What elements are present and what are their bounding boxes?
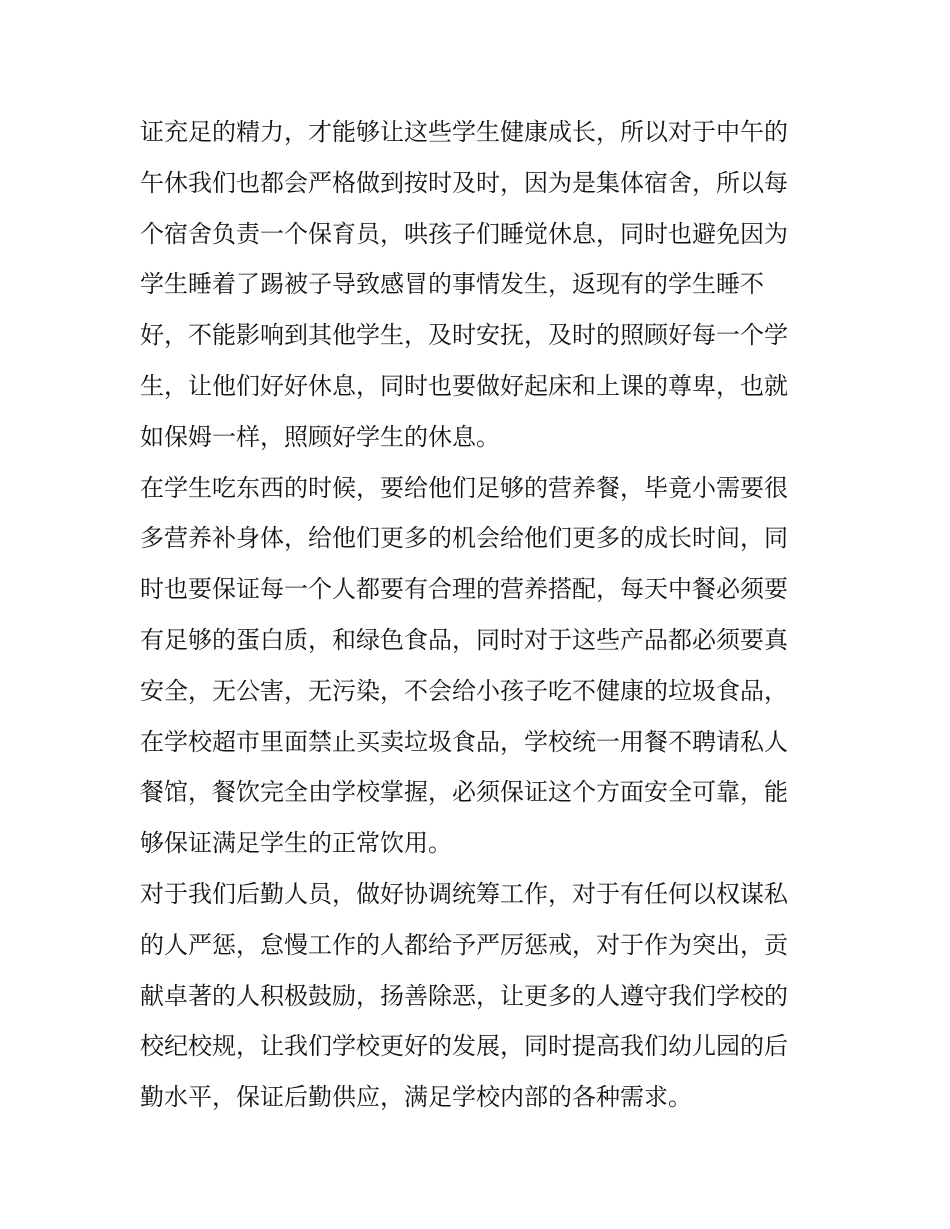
text-line: 对于我们后勤人员，做好协调统筹工作，对于有任何以权谋私 [140,879,788,908]
text-line: 多营养补身体，给他们更多的机会给他们更多的成长时间，同 [140,524,788,553]
text-line: 够保证满足学生的正常饮用。 [140,829,452,858]
text-line: 有足够的蛋白质，和绿色食品，同时对于这些产品都必须要真 [140,625,788,654]
text-line: 证充足的精力，才能够让这些学生健康成长，所以对于中午的 [140,118,788,146]
body-text [140,107,830,1123]
text-line: 在学生吃东西的时候，要给他们足够的营养餐，毕竟小需要很 [140,473,788,502]
text-line: 午休我们也都会严格做到按时及时，因为是集体宿舍，所以每 [140,168,788,197]
text-line: 献卓著的人积极鼓励，扬善除恶，让更多的人遵守我们学校的 [140,981,788,1010]
text-line: 如保姆一样，照顾好学生的休息。 [140,422,500,451]
text-line: 的人严惩，怠慢工作的人都给予严厉惩戒，对于作为突出，贡 [140,930,788,959]
text-line: 勤水平，保证后勤供应，满足学校内部的各种需求。 [140,1083,692,1112]
text-line: 好，不能影响到其他学生，及时安抚，及时的照顾好每一个学 [140,321,788,350]
text-line: 生，让他们好好休息，同时也要做好起床和上课的尊卑，也就 [140,371,788,400]
text-line: 在学校超市里面禁止买卖垃圾食品，学校统一用餐不聘请私人 [140,727,788,756]
text-line: 校纪校规，让我们学校更好的发展，同时提高我们幼儿园的后 [140,1032,788,1061]
text-line: 餐馆，餐饮完全由学校掌握，必须保证这个方面安全可靠，能 [140,778,788,807]
text-line: 安全，无公害，无污染，不会给小孩子吃不健康的垃圾食品， [140,676,788,705]
text-line: 时也要保证每一个人都要有合理的营养搭配，每天中餐必须要 [140,575,788,604]
text-line: 学生睡着了踢被子导致感冒的事情发生，返现有的学生睡不 [140,270,764,299]
text-line: 个宿舍负责一个保育员，哄孩子们睡觉休息，同时也避免因为 [140,219,788,248]
